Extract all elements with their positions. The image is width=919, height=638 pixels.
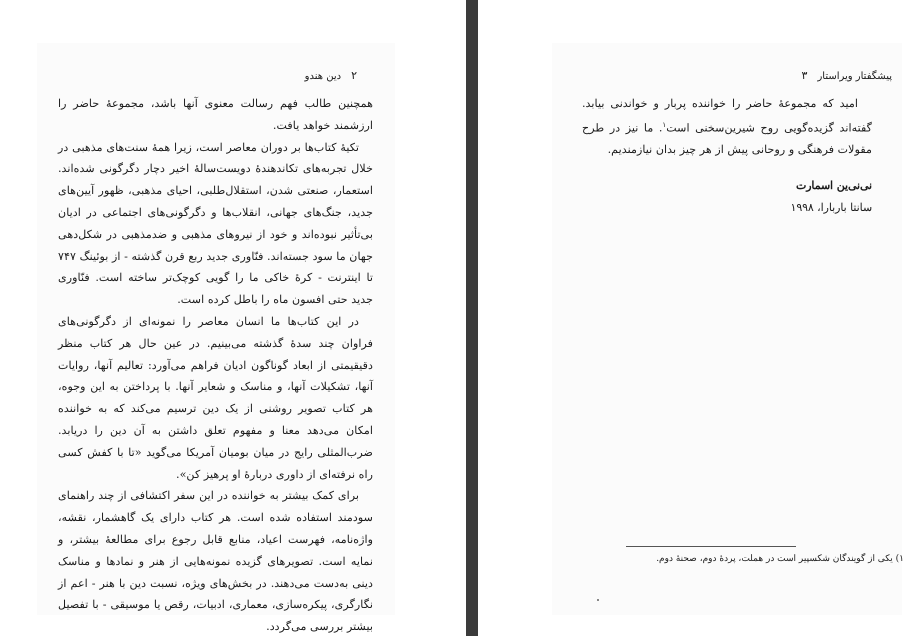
right-running-head	[592, 69, 892, 82]
signature-name: نی‌نی‌ین اسمارت	[796, 179, 872, 192]
left-page	[37, 43, 395, 634]
right-body-text	[582, 93, 872, 161]
left-paragraph-2: تکیهٔ کتاب‌ها بر دوران معاصر است، زیرا همهٔ سنت‌های مذهبی در خلال تجربه‌های تکاندهندهٔ دویست‌سالهٔ اخیر دچار دگرگونی شده‌اند. استعمار، صنعتی شدن، استقلال‌طلبی، احیای مذهبی، ظهور آیین‌های جدید، جنگ‌های جهانی، انقلاب‌ها و دگرگونی‌های اجتماعی در ادیان بی‌تأثیر نبوده‌اند و خود از نیروهای مذهبی و ضدمذهبی در شکل‌دهی جهان ما سود جسته‌اند. فنّاوری جدید ربع قرن گذشته - از بوئینگ ۷۴۷ تا اینترنت - کرهٔ خاکی ما را گویی کوچک‌تر ساخته است. فنّاوری جدید حتی افسون ماه را باطل کرده است.	[58, 140, 373, 307]
right-page	[552, 43, 902, 615]
footnote-rule	[626, 546, 796, 547]
right-paragraph-main: امید که مجموعهٔ حاضر را خواننده پربار و خواندنی بیابد. گفته‌اند گزیده‌گویی روح شیرین‌سخنی است	[582, 97, 872, 135]
signature-place: سانتا باربارا، ۱۹۹۸	[790, 201, 872, 214]
footnote-marker: ۱	[662, 120, 667, 129]
left-paragraph-1: همچنین طالب فهم رسالت معنوی آنها باشد، مجموعهٔ حاضر را ارزشمند خواهد یافت.	[58, 97, 373, 132]
left-running-title: دین هندو	[304, 71, 342, 82]
left-body-text	[58, 93, 373, 638]
left-paragraph-3: در این کتاب‌ها ما انسان معاصر را نمونه‌ای از دگرگونی‌های فراوان چند سدهٔ گذشته می‌بینیم. در عین حال هر کتاب منظر دقیقیمتی از ابعاد گوناگون ادیان فراهم می‌آورد: تعالیم آنها، روایات آنها، تشکیلات آنها، و مناسک و شعایر آنها. با پرداختن به این وجوه، هر کتاب تصویر روشنی از یک دین ترسیم می‌کند که به خواننده امکان می‌دهد معنا و مفهوم تعلق داشتن به آن دین را دریابد. ضرب‌المثلی رایج در میان بومیان آمریکا می‌گوید «تا با کفش کسی راه نرفته‌ای از داوری دربارهٔ او پرهیز کن».	[58, 314, 373, 481]
right-paragraph	[582, 93, 872, 161]
left-margin	[0, 0, 37, 636]
right-page-number: ۳	[801, 69, 808, 82]
signature-block	[791, 175, 872, 219]
left-page-number: ۲	[351, 69, 357, 82]
page-speck	[597, 599, 599, 601]
left-running-head	[305, 69, 357, 82]
footnote-text: ۱) یکی از گویندگان شکسپیر است در هملت، پردهٔ دوم، صحنهٔ دوم.	[656, 554, 904, 564]
left-paragraph-4: برای کمک بیشتر به خواننده در این سفر اکتشافی از چند راهنمای سودمند استفاده شده است. هر کتاب دارای یک گاهشمار، نقشه، واژه‌نامه، فهرست اعیاد، منابع قابل رجوع برای مطالعهٔ بیشتر، و نمایه است. تصویرهای گزیده نمونه‌هایی از هنر و نمادها و مناسک دینی به‌دست می‌دهند. در بخش‌های ویژه، نسبت دین با هنر - اعم از نگارگری، پیکره‌سازی، معماری، ادبیات، رقص یا موسیقی - با تفصیل بیشتر بررسی می‌گردد.	[58, 489, 373, 634]
right-running-title: پیشگفتار ویراستار	[817, 71, 892, 82]
book-spine	[466, 0, 478, 636]
right-paragraph-tail: . ما نیز در طرح مقولات فرهنگی و روحانی پیش از هر چیز بدان نیازمندیم.	[582, 121, 872, 157]
